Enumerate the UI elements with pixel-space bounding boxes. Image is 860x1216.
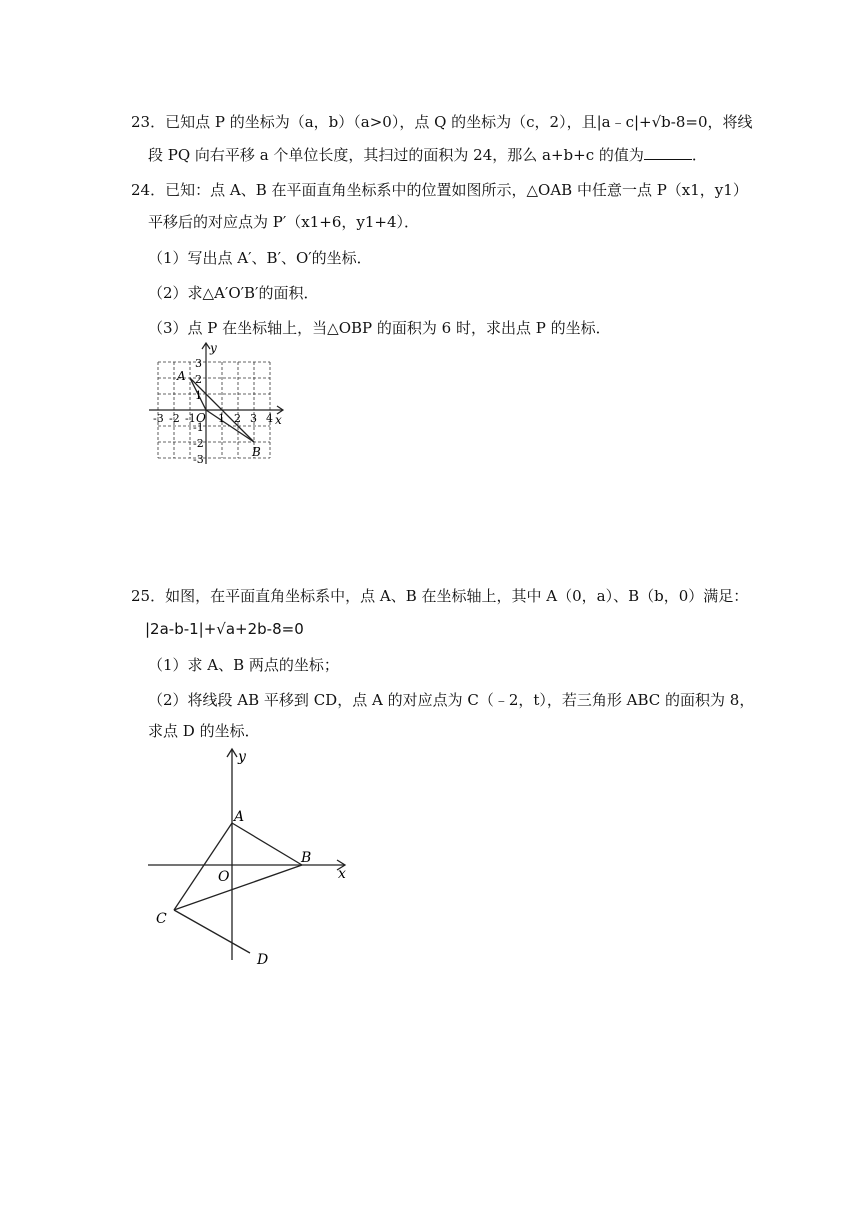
y-axis-label: y bbox=[238, 749, 246, 765]
y-tick-label: 3 bbox=[195, 357, 202, 370]
q24-part1: （1）写出点 A′、B′、O′的坐标． bbox=[148, 249, 372, 267]
origin-label: O bbox=[196, 411, 206, 425]
answer-blank[interactable] bbox=[644, 145, 692, 160]
x-axis-label: x bbox=[275, 413, 282, 427]
segment-CD bbox=[174, 910, 250, 953]
q24-part2: （2）求△A′O′B′的面积． bbox=[148, 284, 319, 302]
y-tick-label: -1 bbox=[193, 421, 204, 434]
q24-part3: （3）点 P 在坐标轴上，当△OBP 的面积为 6 时，求出点 P 的坐标． bbox=[148, 319, 611, 337]
q25-equation: |2a-b-1|+√a+2b-8=0 bbox=[145, 620, 304, 638]
y-tick-label: -2 bbox=[193, 437, 204, 450]
point-A-label: A bbox=[177, 369, 186, 383]
q25-part2-continued: 求点 D 的坐标． bbox=[148, 722, 260, 740]
x-tick-label: 3 bbox=[250, 412, 257, 425]
q23-line2-end: ． bbox=[691, 146, 707, 164]
q23-line1: 23．已知点 P 的坐标为（a，b）（a>0），点 Q 的坐标为（c，2），且|a﹣c|+√b-8=0，将线 bbox=[131, 113, 753, 131]
y-tick-label: 1 bbox=[195, 389, 202, 402]
segment-BC bbox=[174, 865, 302, 910]
x-tick-label: -3 bbox=[153, 412, 164, 425]
point-A-label: A bbox=[234, 809, 245, 825]
point-B-label: B bbox=[301, 850, 312, 866]
segment-AB bbox=[232, 823, 302, 865]
q25-part2: （2）将线段 AB 平移到 CD，点 A 的对应点为 C（﹣2，t），若三角形 ABC 的面积为 8， bbox=[148, 691, 755, 709]
x-tick-label: 2 bbox=[234, 412, 241, 425]
x-tick-label: 4 bbox=[266, 412, 273, 425]
y-tick-label: -3 bbox=[193, 453, 204, 465]
segment-AC bbox=[174, 823, 232, 910]
y-axis-label: y bbox=[210, 341, 217, 355]
point-B-label: B bbox=[252, 445, 261, 459]
origin-label: O bbox=[218, 869, 230, 885]
q25-line1: 25．如图，在平面直角坐标系中，点 A、B 在坐标轴上，其中 A（0，a）、B（b，0）满足： bbox=[131, 587, 749, 605]
q24-line1: 24．已知：点 A、B 在平面直角坐标系中的位置如图所示，△OAB 中任意一点 P（x1，y1） bbox=[131, 181, 748, 199]
x-tick-label: -2 bbox=[169, 412, 180, 425]
x-axis-label: x bbox=[338, 866, 346, 882]
y-tick-label: 2 bbox=[195, 373, 202, 386]
q25-part1: （1）求 A、B 两点的坐标； bbox=[148, 656, 339, 674]
q23-line2-text: 段 PQ 向右平移 a 个单位长度，其扫过的面积为 24，那么 a+b+c 的值为 bbox=[148, 146, 644, 164]
q23-line2 bbox=[148, 145, 707, 165]
q25-coordinate-figure bbox=[140, 745, 360, 970]
q24-line2: 平移后的对应点为 P′（x1+6，y1+4）． bbox=[148, 213, 420, 231]
point-D-label: D bbox=[257, 952, 269, 968]
q24-coordinate-grid-figure bbox=[145, 340, 295, 465]
x-tick-label: -1 bbox=[185, 412, 196, 425]
point-C-label: C bbox=[156, 911, 167, 927]
x-tick-label: 1 bbox=[218, 412, 225, 425]
